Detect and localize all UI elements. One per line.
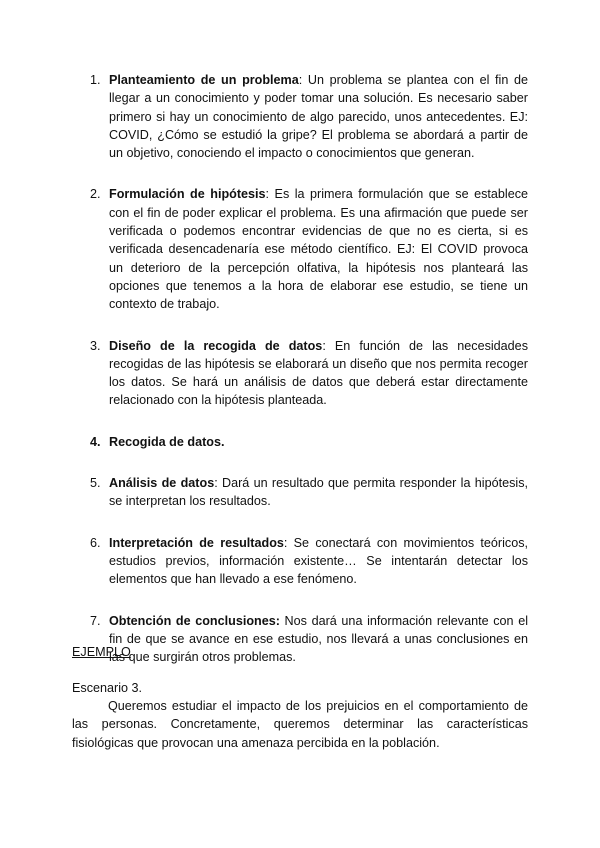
step-title: Obtención de conclusiones: (109, 613, 280, 628)
step-item (72, 534, 528, 589)
scenario-label: Escenario 3. (72, 681, 143, 695)
step-title: Diseño de la recogida de datos (109, 338, 323, 353)
step-text: Nos dará una información relevante con el fin de que se avance en ese estudio, nos llevará a unas conclusiones en las que surgirán otros problemas. (109, 613, 528, 665)
step-text: : En función de las necesidades recogidas de las hipótesis se elaborará un diseño que nos permita recoger los datos. Se hará un análisis de datos que deberá estar directamente relacionado con la hipótesis planteada. (109, 338, 528, 408)
step-text: : Es la primera formulación que se establece con el fin de poder explicar el problema. Es una afirmación que puede ser verificada o podemos encontrar evidencias de que no es cierta, si es verificada desencadenaría ese método científico. EJ: El COVID provoca un deterioro de la percepción olfativa, la hipótesis nos planteará las opciones que tenemos a la hora de elaborar ese estudio, se tiene un contexto de trabajo. (109, 187, 529, 312)
step-number: 6. (90, 535, 101, 550)
step-title: Formulación de hipótesis (109, 187, 266, 202)
step-item (72, 337, 528, 410)
step-text: : Un problema se plantea con el fin de llegar a un conocimiento y poder tomar una solución. Es necesario saber primero si hay un conocimiento de algo parecido, unos antecedentes. EJ: COVID, ¿Cómo se estudió la gripe? El problema se abordará a partir de un objetivo, conociendo el impacto o conocimientos que generan. (109, 73, 528, 161)
step-text: : Dará un resultado que permita responder la hipótesis, se interpretan los resultados. (109, 476, 528, 509)
step-number: 5. (90, 476, 101, 491)
method-steps-list (72, 71, 528, 689)
step-title: Planteamiento de un problema (109, 73, 299, 87)
step-title: Recogida de datos. (109, 434, 225, 449)
step-title: Interpretación de resultados (109, 535, 284, 550)
scenario-text: Queremos estudiar el impacto de los prejuicios en el comportamiento de las personas. Concretamente, queremos determinar las características fisiológicas que provocan una amenaza percibida en la población. (72, 699, 528, 750)
step-number: 3. (90, 338, 101, 353)
step-title: Análisis de datos (109, 476, 215, 491)
step-number: 4. (90, 434, 101, 449)
step-item (72, 433, 528, 451)
step-item (72, 185, 528, 313)
step-item (72, 474, 528, 511)
step-item (72, 71, 528, 162)
step-number: 1. (90, 73, 101, 87)
step-number: 7. (90, 613, 101, 628)
step-item (72, 612, 528, 667)
example-heading: EJEMPLO (72, 645, 131, 659)
step-number: 2. (90, 187, 101, 202)
step-text: : Se conectará con movimientos teóricos, estudios previos, información existente… Se intentarán detectar los elementos que han llevado a ese fenómeno. (109, 535, 528, 587)
